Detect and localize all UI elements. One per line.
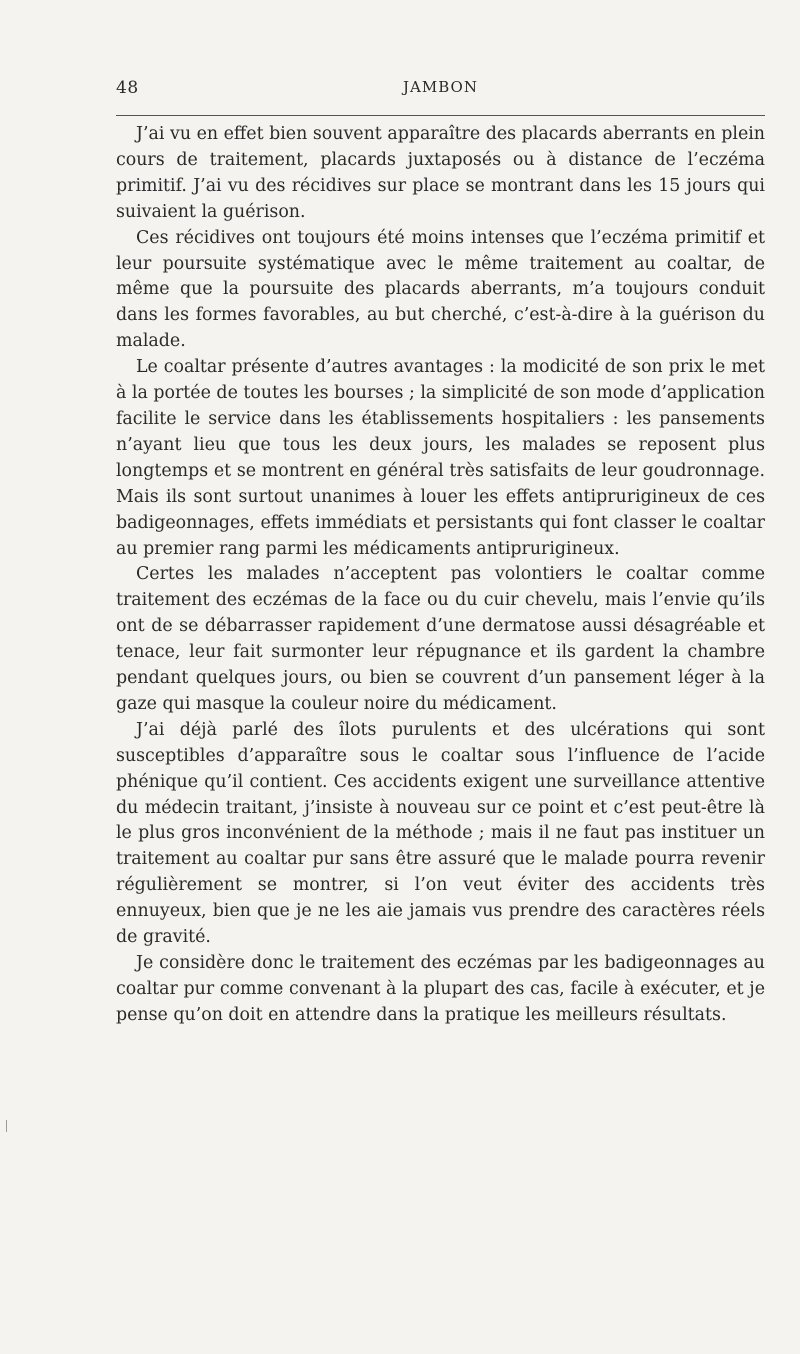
page-header xyxy=(116,78,765,106)
paragraph: Le coaltar présente d’autres avantages : la modicité de son prix le met à la portée de toutes les bourses ; la simplicité de son mode d’application facilite le service dans les établissements hospitaliers : les pansements n’ayant lieu que tous les deux jours, les malades se reposent plus longtemps et se montrent en général très satisfaits de leur goudronnage. Mais ils sont surtout unanimes à louer les effets antiprurigineux de ces badigeonnages, effets immédiats et persistants qui font classer le coaltar au premier rang parmi les médicaments antiprurigineux. xyxy=(116,357,765,559)
margin-speck xyxy=(6,1120,7,1132)
paragraph: Je considère donc le traitement des eczémas par les badigeonnages au coaltar pur comme convenant à la plupart des cas, facile à exécuter, et je pense qu’on doit en attendre dans la pratique les meilleurs résultats. xyxy=(116,953,765,1025)
running-title: JAMBON xyxy=(403,78,478,96)
paragraph: J’ai déjà parlé des îlots purulents et des ulcérations qui sont susceptibles d’apparaître sous le coaltar sous l’influence de l’acide phénique qu’il contient. Ces accidents exigent une surveillance attentive du médecin traitant, j’insiste à nouveau sur ce point et c’est peut-être là le plus gros inconvénient de la méthode ; mais il ne faut pas instituer un traitement au coaltar pur sans être assuré que le malade pourra revenir régulièrement se montrer, si l’on veut éviter des accidents très ennuyeux, bien que je ne les aie jamais vus prendre des caractères réels de gravité. xyxy=(116,719,765,948)
paragraph: Ces récidives ont toujours été moins intenses que l’eczéma primitif et leur poursuite systématique avec le même traitement au coaltar, de même que la poursuite des placards aberrants, m’a toujours conduit dans les formes favorables, au but cherché, c’est-à-dire à la guérison du malade. xyxy=(116,227,765,352)
paragraph: J’ai vu en effet bien souvent apparaître des placards aberrants en plein cours de traitement, placards juxtaposés ou à distance de l’eczéma primitif. J’ai vu des récidives sur place se montrant dans les 15 jours qui suivaient la guérison. xyxy=(116,124,765,222)
paragraph: Certes les malades n’acceptent pas volontiers le coaltar comme traitement des eczémas de la face ou du cuir chevelu, mais l’envie qu’ils ont de se débarrasser rapidement d’une dermatose aussi désagréable et tenace, leur fait surmonter leur répugnance et ils gardent la chambre pendant quelques jours, ou bien se couvrent d’un pansement léger à la gaze qui masque la couleur noire du médicament. xyxy=(116,564,765,714)
body-text xyxy=(116,122,765,1029)
header-rule xyxy=(116,115,765,116)
page-number: 48 xyxy=(116,78,139,98)
